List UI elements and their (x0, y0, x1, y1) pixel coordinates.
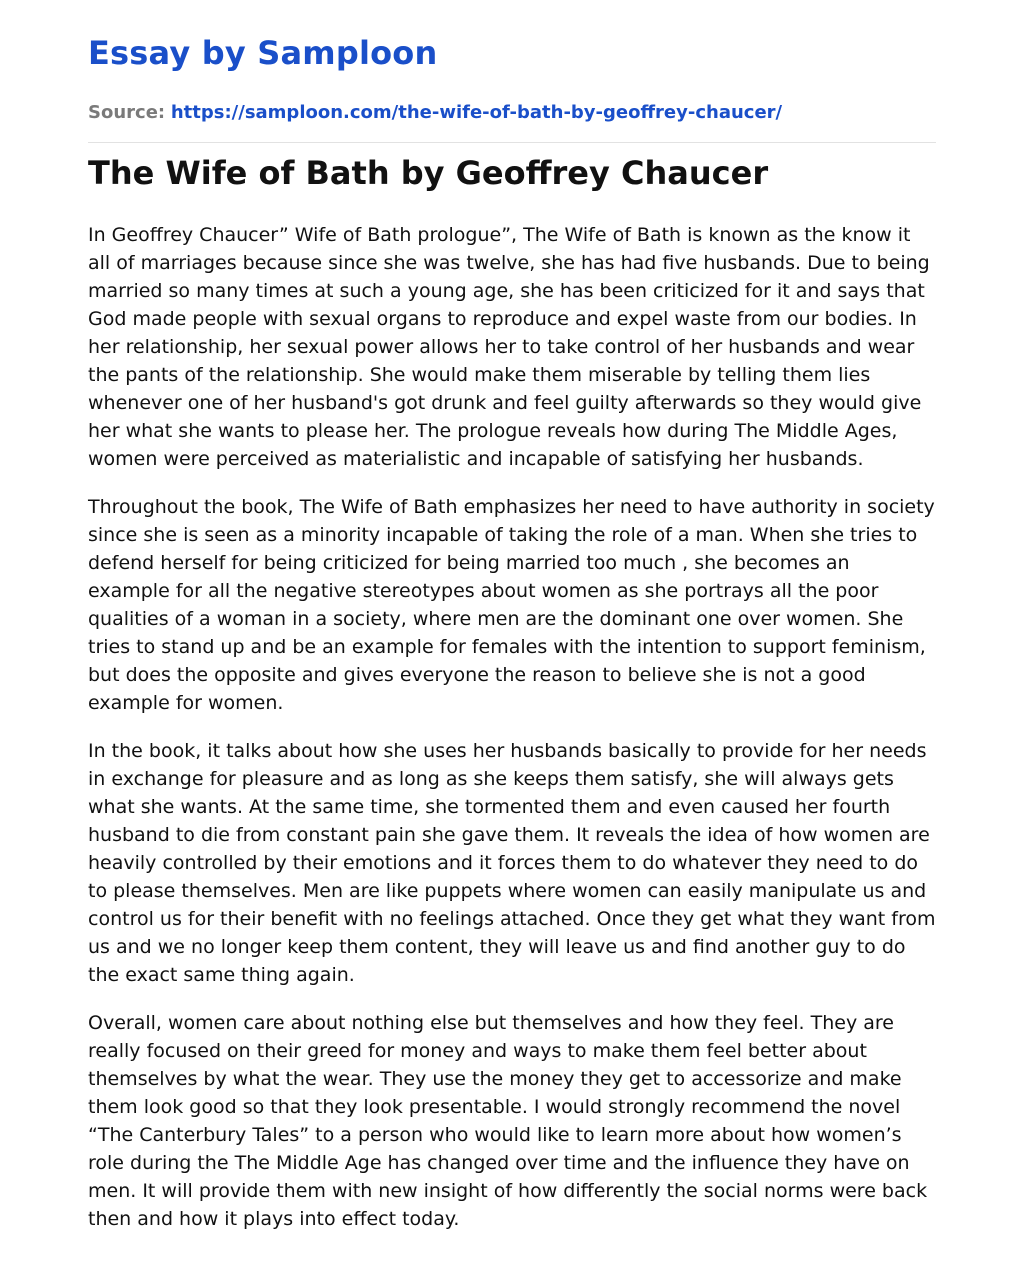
site-brand-title: Essay by Samploon (88, 34, 438, 72)
essay-paragraph: In the book, it talks about how she uses her husbands basically to provide for her needs in exchange for pleasure and as long as she keeps them satisfy, she will always gets what she wants. At the same time, she tormented them and even caused her fourth husband to die from constant pain she gave them. It reveals the idea of how women are heavily controlled by their emotions and it forces them to do whatever they need to do to please themselves. Men are like puppets where women can easily manipulate us and control us for their benefit with no feelings attached. Once they get what they want from us and we no longer keep them content, they will leave us and find another guy to do the exact same thing again. (88, 740, 936, 986)
essay-title: The Wife of Bath by Geoffrey Chaucer (88, 154, 769, 192)
source-link[interactable]: https://samploon.com/the-wife-of-bath-by-geoffrey-chaucer/ (170, 102, 783, 123)
source-label: Source: (88, 102, 166, 123)
source-line (88, 102, 782, 123)
essay-paragraph: Throughout the book, The Wife of Bath emphasizes her need to have authority in society since she is seen as a minority incapable of taking the role of a man. When she tries to defend herself for being criticized for being married too much , she becomes an example for all the negative stereotypes about women as she portrays all the poor qualities of a woman in a society, where men are the dominant one over women. She tries to stand up and be an example for females with the intention to support feminism, but does the opposite and gives everyone the reason to believe she is not a good example for women. (88, 496, 935, 714)
essay-paragraph: Overall, women care about nothing else but themselves and how they feel. They are really focused on their greed for money and ways to make them feel better about themselves by what the wear. They use the money they get to accessorize and make them look good so that they look presentable. I would strongly recommend the novel “The Canterbury Tales” to a person who would like to learn more about how women’s role during the The Middle Age has changed over time and the influence they have on men. It will provide them with new insight of how differently the social norms were back then and how it plays into effect today. (88, 1012, 928, 1230)
essay-paragraph: In Geoffrey Chaucer” Wife of Bath prologue”, The Wife of Bath is known as the know it all of marriages because since she was twelve, she has had five husbands. Due to being married so many times at such a young age, she has been criticized for it and says that God made people with sexual organs to reproduce and expel waste from our bodies. In her relationship, her sexual power allows her to take control of her husbands and wear the pants of the relationship. She would make them miserable by telling them lies whenever one of her husband's got drunk and feel guilty afterwards so they would give her what she wants to please her. The prologue reveals how during The Middle Ages, women were perceived as materialistic and incapable of satisfying her husbands. (88, 224, 930, 470)
header-divider (88, 142, 936, 143)
essay-body (88, 221, 936, 1253)
